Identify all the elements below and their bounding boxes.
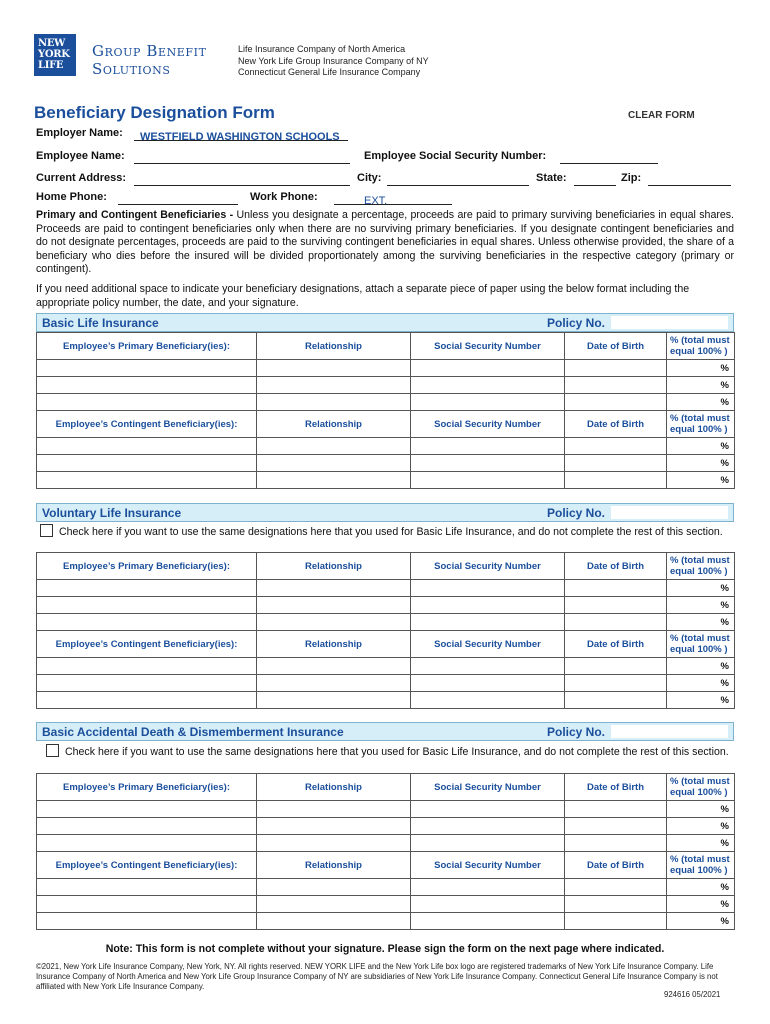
add-title: Basic Accidental Death & Dismemberment Insurance <box>42 725 344 739</box>
name-cell[interactable] <box>37 692 257 709</box>
dob-cell[interactable] <box>565 675 667 692</box>
voluntary-same-designation-checkbox[interactable] <box>40 524 53 537</box>
work-phone-label: Work Phone: <box>250 191 318 203</box>
beneficiary-instructions <box>36 209 734 277</box>
home-phone-field[interactable] <box>118 191 238 205</box>
percent-cell[interactable]: % <box>667 692 735 709</box>
dob-cell[interactable] <box>565 835 667 852</box>
employer-name-field[interactable] <box>134 127 348 141</box>
additional-space-note: If you need additional space to indicate your beneficiary designations, attach a separate piece of paper using the below format including the appropriate policy number, the date, and your signature. <box>36 283 690 309</box>
dob-cell[interactable] <box>565 801 667 818</box>
relationship-header: Relationship <box>257 631 411 658</box>
percent-header: % (total must equal 100% ) <box>667 631 735 658</box>
dob-cell[interactable] <box>565 913 667 930</box>
relationship-cell[interactable] <box>257 438 411 455</box>
ssn-field[interactable] <box>560 150 658 164</box>
name-cell[interactable] <box>37 438 257 455</box>
voluntary-life-title: Voluntary Life Insurance <box>42 506 182 520</box>
ssn-cell[interactable] <box>411 879 565 896</box>
company-3: Connecticut General Life Insurance Company <box>238 67 421 77</box>
ssn-cell[interactable] <box>411 377 565 394</box>
new-york-life-logo: NEW YORK LIFE <box>34 34 76 76</box>
relationship-cell[interactable] <box>257 394 411 411</box>
percent-cell[interactable]: % <box>667 879 735 896</box>
percent-cell[interactable]: % <box>667 801 735 818</box>
relationship-header: Relationship <box>257 852 411 879</box>
percent-cell[interactable]: % <box>667 896 735 913</box>
dob-cell[interactable] <box>565 377 667 394</box>
relationship-cell[interactable] <box>257 801 411 818</box>
basic-life-section-header <box>36 313 734 332</box>
name-cell[interactable] <box>37 675 257 692</box>
primary-beneficiary-header: Employee’s Primary Beneficiary(ies): <box>37 774 257 801</box>
company-list <box>238 44 429 79</box>
percent-cell[interactable]: % <box>667 658 735 675</box>
primary-header-row <box>37 333 735 360</box>
copyright-text: ©2021, New York Life Insurance Company, New York, NY. All rights reserved. NEW YORK LIFE and the New York Life box logo are registered trademarks of New York Life Insurance Company. Life Insurance Company of North America and New York Life Group Insurance Company of NY are subsidiaries of New York Life Insurance Company. Connecticut General Life Insurance Company is not affiliated with New York Life Insurance Company. <box>36 962 718 991</box>
percent-cell[interactable]: % <box>667 377 735 394</box>
percent-cell[interactable]: % <box>667 455 735 472</box>
table-row <box>37 360 735 377</box>
name-cell[interactable] <box>37 597 257 614</box>
table-row <box>37 879 735 896</box>
name-cell[interactable] <box>37 377 257 394</box>
dob-header: Date of Birth <box>565 774 667 801</box>
voluntary-life-policy-label: Policy No. <box>547 506 606 520</box>
name-cell[interactable] <box>37 658 257 675</box>
dob-header: Date of Birth <box>565 553 667 580</box>
percent-header: % (total must equal 100% ) <box>667 852 735 879</box>
percent-cell[interactable]: % <box>667 360 735 377</box>
zip-label: Zip: <box>621 172 642 184</box>
table-row <box>37 692 735 709</box>
ssn-cell[interactable] <box>411 580 565 597</box>
city-field[interactable] <box>387 172 529 186</box>
ssn-header: Social Security Number <box>411 553 565 580</box>
relationship-cell[interactable] <box>257 835 411 852</box>
dob-cell[interactable] <box>565 597 667 614</box>
employee-name-field[interactable] <box>134 150 350 164</box>
relationship-cell[interactable] <box>257 597 411 614</box>
percent-header: % (total must equal 100% ) <box>667 333 735 360</box>
percent-cell[interactable]: % <box>667 580 735 597</box>
voluntary-same-designation-row <box>40 524 730 540</box>
relationship-cell[interactable] <box>257 692 411 709</box>
basic-life-policy-label: Policy No. <box>547 316 606 330</box>
relationship-header: Relationship <box>257 333 411 360</box>
dob-header: Date of Birth <box>565 852 667 879</box>
relationship-cell[interactable] <box>257 913 411 930</box>
voluntary-check-text: Check here if you want to use the same designations here that you used for Basic Life Insurance, and do not complete the rest of this section. <box>59 526 723 538</box>
contingent-beneficiary-header: Employee’s Contingent Beneficiary(ies): <box>37 411 257 438</box>
percent-cell[interactable]: % <box>667 818 735 835</box>
ssn-cell[interactable] <box>411 472 565 489</box>
name-cell[interactable] <box>37 835 257 852</box>
contingent-beneficiary-header: Employee’s Contingent Beneficiary(ies): <box>37 852 257 879</box>
dob-cell[interactable] <box>565 580 667 597</box>
employee-name-label: Employee Name: <box>36 150 125 162</box>
dob-cell[interactable] <box>565 455 667 472</box>
relationship-header: Relationship <box>257 774 411 801</box>
table-row <box>37 658 735 675</box>
ext-label: EXT. <box>364 195 388 207</box>
contingent-header-row <box>37 411 735 438</box>
employer-name-label: Employer Name: <box>36 127 123 139</box>
ssn-header: Social Security Number <box>411 774 565 801</box>
percent-cell[interactable]: % <box>667 472 735 489</box>
instructions-body: Unless you designate a percentage, proceeds are paid to primary surviving beneficiaries in equal shares. Proceeds are paid to contingent beneficiaries only when there are no surviving primary beneficiaries. If you designate contingent beneficiaries and do not designate percentages, proceeds are paid to the surviving contingent beneficiaries in equal shares. Unless otherwise provided, the share of a beneficiary who dies before the insured will be divided proportionately among the surviving beneficiaries in the respective category (primary or contingent). <box>36 209 734 276</box>
ssn-cell[interactable] <box>411 913 565 930</box>
percent-cell[interactable]: % <box>667 614 735 631</box>
ssn-header: Social Security Number <box>411 411 565 438</box>
dob-cell[interactable] <box>565 692 667 709</box>
relationship-cell[interactable] <box>257 377 411 394</box>
name-cell[interactable] <box>37 360 257 377</box>
company-1: Life Insurance Company of North America <box>238 44 406 54</box>
primary-header-row <box>37 774 735 801</box>
table-row <box>37 597 735 614</box>
relationship-cell[interactable] <box>257 658 411 675</box>
address-field[interactable] <box>134 172 350 186</box>
primary-header-row <box>37 553 735 580</box>
voluntary-life-section-header <box>36 503 734 522</box>
name-cell[interactable] <box>37 801 257 818</box>
signature-note: Note: This form is not complete without your signature. Please sign the form on the next page where indicated. <box>105 943 665 955</box>
form-code: 924616 05/2021 <box>664 990 721 999</box>
company-2: New York Life Group Insurance Company of NY <box>238 55 429 66</box>
name-cell[interactable] <box>37 614 257 631</box>
employer-name-value: WESTFIELD WASHINGTON SCHOOLS <box>140 131 340 143</box>
relationship-cell[interactable] <box>257 472 411 489</box>
ssn-cell[interactable] <box>411 692 565 709</box>
ssn-cell[interactable] <box>411 394 565 411</box>
relationship-cell[interactable] <box>257 360 411 377</box>
percent-cell[interactable]: % <box>667 913 735 930</box>
ssn-label: Employee Social Security Number: <box>364 150 547 162</box>
name-cell[interactable] <box>37 818 257 835</box>
add-policy-field[interactable] <box>611 725 728 738</box>
primary-beneficiary-header: Employee’s Primary Beneficiary(ies): <box>37 553 257 580</box>
instructions-lead: Primary and Contingent Beneficiaries - <box>36 209 237 221</box>
dob-cell[interactable] <box>565 818 667 835</box>
state-label: State: <box>536 172 567 184</box>
dob-cell[interactable] <box>565 394 667 411</box>
table-row <box>37 913 735 930</box>
ssn-cell[interactable] <box>411 675 565 692</box>
percent-cell[interactable]: % <box>667 394 735 411</box>
table-row <box>37 455 735 472</box>
percent-header: % (total must equal 100% ) <box>667 553 735 580</box>
ssn-cell[interactable] <box>411 455 565 472</box>
dob-cell[interactable] <box>565 896 667 913</box>
primary-beneficiary-header: Employee’s Primary Beneficiary(ies): <box>37 333 257 360</box>
add-same-designation-checkbox[interactable] <box>46 744 59 757</box>
basic-life-title: Basic Life Insurance <box>42 316 159 330</box>
name-cell[interactable] <box>37 455 257 472</box>
add-table <box>36 773 735 930</box>
name-cell[interactable] <box>37 394 257 411</box>
ssn-cell[interactable] <box>411 614 565 631</box>
city-label: City: <box>357 172 382 184</box>
ssn-header: Social Security Number <box>411 333 565 360</box>
ssn-header: Social Security Number <box>411 631 565 658</box>
percent-cell[interactable]: % <box>667 438 735 455</box>
dob-cell[interactable] <box>565 658 667 675</box>
ssn-cell[interactable] <box>411 818 565 835</box>
ssn-header: Social Security Number <box>411 852 565 879</box>
form-title: Beneficiary Designation Form <box>34 103 275 122</box>
ssn-cell[interactable] <box>411 438 565 455</box>
work-phone-field[interactable] <box>334 191 452 205</box>
table-row <box>37 394 735 411</box>
basic-life-policy-field[interactable] <box>611 316 728 329</box>
contingent-header-row <box>37 852 735 879</box>
table-row <box>37 614 735 631</box>
relationship-cell[interactable] <box>257 879 411 896</box>
dob-cell[interactable] <box>565 438 667 455</box>
percent-cell[interactable]: % <box>667 835 735 852</box>
percent-cell[interactable]: % <box>667 675 735 692</box>
dob-cell[interactable] <box>565 879 667 896</box>
percent-header: % (total must equal 100% ) <box>667 774 735 801</box>
name-cell[interactable] <box>37 879 257 896</box>
ssn-cell[interactable] <box>411 801 565 818</box>
dob-header: Date of Birth <box>565 411 667 438</box>
clear-form-button[interactable]: CLEAR FORM <box>628 110 695 121</box>
logo-line-2: Solutions <box>92 60 171 78</box>
ssn-cell[interactable] <box>411 835 565 852</box>
dob-cell[interactable] <box>565 614 667 631</box>
voluntary-life-table <box>36 552 735 709</box>
contingent-beneficiary-header: Employee’s Contingent Beneficiary(ies): <box>37 631 257 658</box>
add-policy-label: Policy No. <box>547 725 606 739</box>
table-row <box>37 472 735 489</box>
name-cell[interactable] <box>37 896 257 913</box>
add-check-text: Check here if you want to use the same designations here that you used for Basic Life Insurance, and do not complete the rest of this section. <box>65 746 729 758</box>
relationship-cell[interactable] <box>257 455 411 472</box>
percent-cell[interactable]: % <box>667 597 735 614</box>
relationship-header: Relationship <box>257 411 411 438</box>
dob-header: Date of Birth <box>565 333 667 360</box>
home-phone-label: Home Phone: <box>36 191 107 203</box>
zip-field[interactable] <box>648 172 731 186</box>
table-row <box>37 801 735 818</box>
add-same-designation-row <box>46 744 730 760</box>
table-row <box>37 377 735 394</box>
relationship-cell[interactable] <box>257 896 411 913</box>
name-cell[interactable] <box>37 913 257 930</box>
group-benefit-solutions-logo-text <box>92 42 207 78</box>
ssn-cell[interactable] <box>411 597 565 614</box>
logo-line-1: Group Benefit <box>92 42 207 60</box>
ssn-cell[interactable] <box>411 360 565 377</box>
relationship-cell[interactable] <box>257 818 411 835</box>
table-row <box>37 896 735 913</box>
table-row <box>37 835 735 852</box>
relationship-cell[interactable] <box>257 675 411 692</box>
ssn-cell[interactable] <box>411 658 565 675</box>
dob-header: Date of Birth <box>565 631 667 658</box>
dob-cell[interactable] <box>565 472 667 489</box>
table-row <box>37 580 735 597</box>
basic-life-table <box>36 332 735 489</box>
state-field[interactable] <box>574 172 616 186</box>
name-cell[interactable] <box>37 580 257 597</box>
relationship-cell[interactable] <box>257 580 411 597</box>
ssn-cell[interactable] <box>411 896 565 913</box>
voluntary-life-policy-field[interactable] <box>611 506 728 519</box>
table-row <box>37 675 735 692</box>
add-section-header <box>36 722 734 741</box>
relationship-header: Relationship <box>257 553 411 580</box>
table-row <box>37 438 735 455</box>
percent-header: % (total must equal 100% ) <box>667 411 735 438</box>
address-label: Current Address: <box>36 172 127 184</box>
table-row <box>37 818 735 835</box>
name-cell[interactable] <box>37 472 257 489</box>
relationship-cell[interactable] <box>257 614 411 631</box>
contingent-header-row <box>37 631 735 658</box>
dob-cell[interactable] <box>565 360 667 377</box>
